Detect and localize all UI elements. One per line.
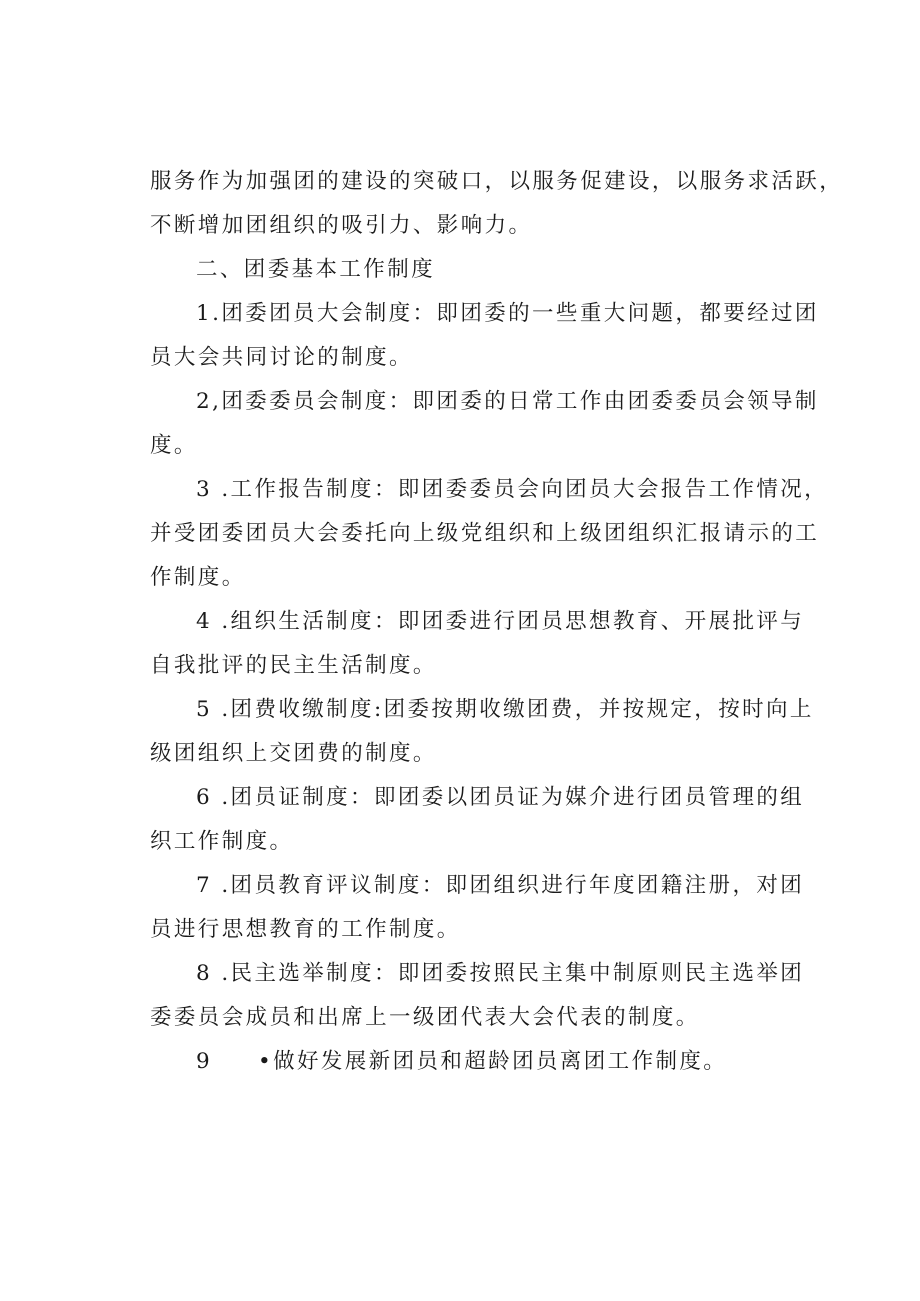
list-item-1: 1.团委团员大会制度：即团委的一些重大问题，都要经过团 bbox=[196, 301, 819, 326]
list-item-1-cont: 员大会共同讨论的制度。 bbox=[150, 345, 413, 370]
paragraph-line: 服务作为加强团的建设的突破口，以服务促建设，以服务求活跃， bbox=[150, 169, 844, 194]
list-item-9-text: •做好发展新团员和超龄团员离团工作制度。 bbox=[258, 1049, 728, 1074]
list-item-9 bbox=[150, 1040, 810, 1084]
list-item-7: 7 .团员教育评议制度：即团组织进行年度团籍注册，对团 bbox=[196, 873, 805, 898]
list-item-9-number: 9 bbox=[196, 1049, 213, 1074]
list-item-3: 3 .工作报告制度：即团委委员会向团员大会报告工作情况， bbox=[196, 477, 829, 502]
list-item-8-cont: 委委员会成员和出席上一级团代表大会代表的制度。 bbox=[150, 1005, 700, 1030]
list-item-5: 5 .团费收缴制度:团委按期收缴团费，并按规定，按时向上 bbox=[196, 697, 814, 722]
list-item-3-cont: 并受团委团员大会委托向上级党组织和上级团组织汇报请示的工 bbox=[150, 521, 820, 546]
list-item-2: 2,团委委员会制度：即团委的日常工作由团委委员会领导制 bbox=[196, 389, 819, 414]
list-item-4-cont: 自我批评的民主生活制度。 bbox=[150, 653, 437, 678]
list-item-7-cont: 员进行思想教育的工作制度。 bbox=[150, 917, 461, 942]
list-item-5-cont: 级团组织上交团费的制度。 bbox=[150, 741, 437, 766]
list-item-3-cont: 作制度。 bbox=[150, 565, 246, 590]
list-item-6-cont: 织工作制度。 bbox=[150, 829, 294, 854]
paragraph-line: 不断增加团组织的吸引力、影响力。 bbox=[150, 213, 533, 238]
list-item-4: 4 .组织生活制度：即团委进行团员思想教育、开展批评与 bbox=[196, 609, 805, 634]
list-item-8: 8 .民主选举制度：即团委按照民主集中制原则民主选举团 bbox=[196, 961, 805, 986]
section-heading: 二、团委基本工作制度 bbox=[196, 257, 436, 282]
list-item-6: 6 .团员证制度：即团委以团员证为媒介进行团员管理的组 bbox=[196, 785, 805, 810]
document-body bbox=[150, 160, 844, 1084]
list-item-2-cont: 度。 bbox=[150, 433, 198, 458]
